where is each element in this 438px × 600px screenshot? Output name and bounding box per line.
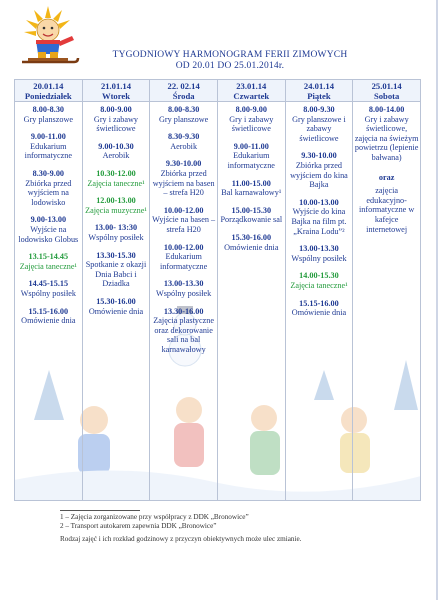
schedule-entry: [219, 142, 284, 171]
schedule-entry: [219, 206, 284, 225]
entry-activity: Edukarium informatyczne: [24, 141, 72, 161]
entry-activity: Wspólny posiłek: [156, 288, 212, 298]
schedule-entry: [84, 251, 149, 289]
schedule-entry: [287, 299, 352, 318]
entry-time: 13.15-14.45: [28, 252, 69, 262]
schedule-entry: [16, 252, 81, 271]
entry-time: 10.00-12.00: [163, 242, 204, 252]
footnote-2: 2 – Transport autokarem zapewnia DDK „Bronowice”: [60, 522, 217, 530]
schedule-entry: [16, 307, 81, 326]
schedule-entry: [84, 196, 149, 215]
entry-activity: Zbiórka przed wyjściem na lodowisko: [25, 178, 72, 207]
schedule-entry: [16, 132, 81, 161]
entry-time: 13.30-15.30: [96, 250, 136, 260]
entry-activity: Spotkanie z okazji Dnia Babci i Dziadka: [85, 260, 147, 289]
entry-activity: Gry i zabawy świetlicowe: [229, 114, 274, 134]
entry-time: 13.00-13.30: [163, 279, 204, 289]
schedule-entry: [84, 142, 149, 161]
footnote-1: 1 – Zajęcia zorganizowane przy współpracy z DDK „Bronowice”: [60, 513, 249, 521]
entry-time: 8.00-9.00: [100, 105, 132, 114]
entry-time: 15.00-15.30: [231, 205, 272, 215]
entry-activity: Gry planszowe i zabawy świetlicowe: [292, 114, 346, 143]
schedule-entry: [287, 198, 352, 236]
schedule-entry: [84, 297, 149, 316]
schedule-entry: [287, 105, 352, 143]
entry-time: 9.30-10.00: [165, 159, 202, 169]
schedule-entry: [219, 179, 284, 198]
entry-activity: Zajęcia taneczne¹: [19, 261, 77, 271]
entry-time: 14.00-15.30: [299, 271, 339, 281]
day-column-friday: [285, 102, 353, 501]
entry-time: 9.00-10.30: [98, 141, 134, 151]
entry-time: 8.00-8.30: [32, 105, 65, 114]
entry-time: 9.30-10.00: [301, 151, 337, 161]
schedule-entry: [84, 223, 149, 242]
entry-activity: Omówienie dnia: [88, 306, 144, 316]
entry-activity: Wspólny posiłek: [20, 288, 76, 298]
entry-activity: Omówienie dnia: [21, 316, 76, 326]
schedule-entry: [84, 169, 149, 188]
day-header-wednesday: 22. 02.14 Środa: [150, 80, 218, 102]
entry-time: 9.00-11.00: [233, 141, 269, 151]
entry-time: 8.00-9.30: [303, 105, 335, 114]
entry-time: 13.30-16.00: [163, 306, 204, 316]
schedule-entry: [16, 215, 81, 244]
entry-time: 12.00-13.00: [96, 196, 136, 206]
entry-activity: Wyjście na lodowisko Globus: [18, 224, 79, 244]
day-header-monday: 20.01.14 Poniedziałek: [15, 80, 83, 102]
day-column-saturday: [353, 102, 421, 501]
schedule-entry: [16, 279, 81, 298]
entry-connector: oraz: [378, 172, 395, 182]
entry-activity: Edukarium informatyczne: [159, 252, 208, 271]
day-column-monday: [15, 102, 83, 501]
schedule-entry: [84, 105, 149, 134]
schedule-entry: [151, 243, 216, 272]
entry-activity: Gry i zabawy świetlicowe, zajęcia na świeżym powietrzu (lepienie bałwana): [354, 114, 419, 162]
entry-time: 10.00-12.00: [163, 205, 204, 215]
schedule-body-row: [15, 102, 421, 501]
schedule-table: [14, 79, 421, 501]
schedule-header-row: [15, 80, 421, 102]
schedule-entry: [354, 105, 419, 163]
entry-time: 15.15-16.00: [299, 298, 339, 308]
entry-activity: Wyjście do kina Bajka na film pt. „Kraina Lodu”²: [291, 207, 347, 236]
entry-activity: Wspólny posiłek: [291, 253, 347, 263]
entry-time: 10.30-12.00: [96, 168, 136, 178]
entry-time: 13.00- 13:30: [94, 223, 138, 233]
entry-activity: Edukarium informatyczne: [227, 151, 275, 170]
schedule-entry: [151, 132, 216, 151]
entry-time: 8.00-9.00: [235, 105, 267, 114]
entry-extra-activity: zajęcia edukacyjno-informatyczne w kafejce internetowej: [359, 186, 415, 234]
day-header-tuesday: 21.01.14 Wtorek: [82, 80, 150, 102]
entry-activity: Zajęcia plastyczne oraz dekorowanie sali na bal karnawałowy: [153, 316, 214, 354]
entry-activity: Porządkowanie sal: [220, 215, 283, 225]
entry-activity: Aerobik: [170, 141, 198, 151]
entry-activity: Gry planszowe: [158, 114, 209, 124]
schedule-entry: [219, 105, 284, 134]
day-column-thursday: [217, 102, 285, 501]
entry-time: 8.00-8.30: [167, 105, 200, 114]
schedule-entry: [287, 271, 352, 290]
day-column-wednesday: [150, 102, 218, 501]
day-header-saturday: 25.01.14 Sobota: [353, 80, 421, 102]
footnotes: [60, 510, 390, 544]
entry-activity: Wspólny posiłek: [88, 232, 144, 242]
entry-activity: Zajęcia taneczne¹: [290, 280, 348, 290]
sledding-child-logo: [14, 4, 82, 72]
entry-time: 9.00-11.00: [30, 132, 66, 142]
entry-time: 8.00-14.00: [368, 105, 405, 114]
entry-activity: Zajęcia muzyczne¹: [85, 205, 147, 215]
title-line-2: OD 20.01 DO 25.01.2014r.: [175, 61, 285, 71]
entry-time: 10.00-13.00: [299, 197, 339, 207]
entry-activity: Bal karnawałowy¹: [221, 188, 282, 198]
entry-time: 8.30-9.00: [32, 168, 65, 178]
schedule-entry: [151, 307, 216, 355]
schedule-entry: [16, 105, 81, 124]
footnote-divider: [60, 510, 140, 511]
entry-activity: Zbiórka przed wyjściem do kina Bajka: [290, 160, 348, 190]
schedule-entry: [151, 206, 216, 235]
schedule-entry: [219, 233, 284, 252]
change-notice: Rodzaj zajęć i ich rozkład godzinowy z przyczyn obiektywnych może ulec zmianie.: [60, 535, 302, 543]
schedule-entry: [16, 169, 81, 207]
day-header-friday: 24.01.14 Piątek: [285, 80, 353, 102]
entry-activity: Gry i zabawy świetlicowe: [93, 114, 139, 134]
day-header-thursday: 23.01.14 Czwartek: [217, 80, 285, 102]
entry-time: 11.00-15.00: [231, 178, 271, 188]
entry-time: 14.45-15.15: [28, 279, 69, 289]
entry-activity: Gry planszowe: [23, 114, 73, 124]
entry-time: 15.30-16.00: [96, 296, 136, 306]
schedule-entry: [287, 151, 352, 189]
entry-activity: Wyjście na basen – strefa H20: [152, 215, 216, 234]
schedule-entry: [287, 244, 352, 263]
entry-time: 8.30-9.30: [167, 132, 200, 142]
entry-time: 15.30-16.00: [231, 232, 272, 242]
title-line-1: TYGODNIOWY HARMONOGRAM FERII ZIMOWYCH: [112, 50, 348, 60]
entry-activity: Zbiórka przed wyjściem na basen – strefa H20: [152, 168, 215, 198]
entry-time: 13.00-13.30: [299, 244, 339, 254]
entry-activity: Omówienie dnia: [291, 308, 347, 318]
document-title: [80, 50, 380, 72]
entry-activity: Aerobik: [102, 151, 130, 161]
entry-time: 15.15-16.00: [28, 306, 69, 316]
entry-activity: Zajęcia taneczne¹: [87, 178, 145, 188]
schedule-entry: [151, 105, 216, 124]
entry-activity: Omówienie dnia: [224, 242, 279, 252]
entry-time: 9.00-13.00: [30, 215, 67, 225]
schedule-entry: [151, 159, 216, 197]
schedule-entry: [151, 279, 216, 298]
day-column-tuesday: [82, 102, 150, 501]
